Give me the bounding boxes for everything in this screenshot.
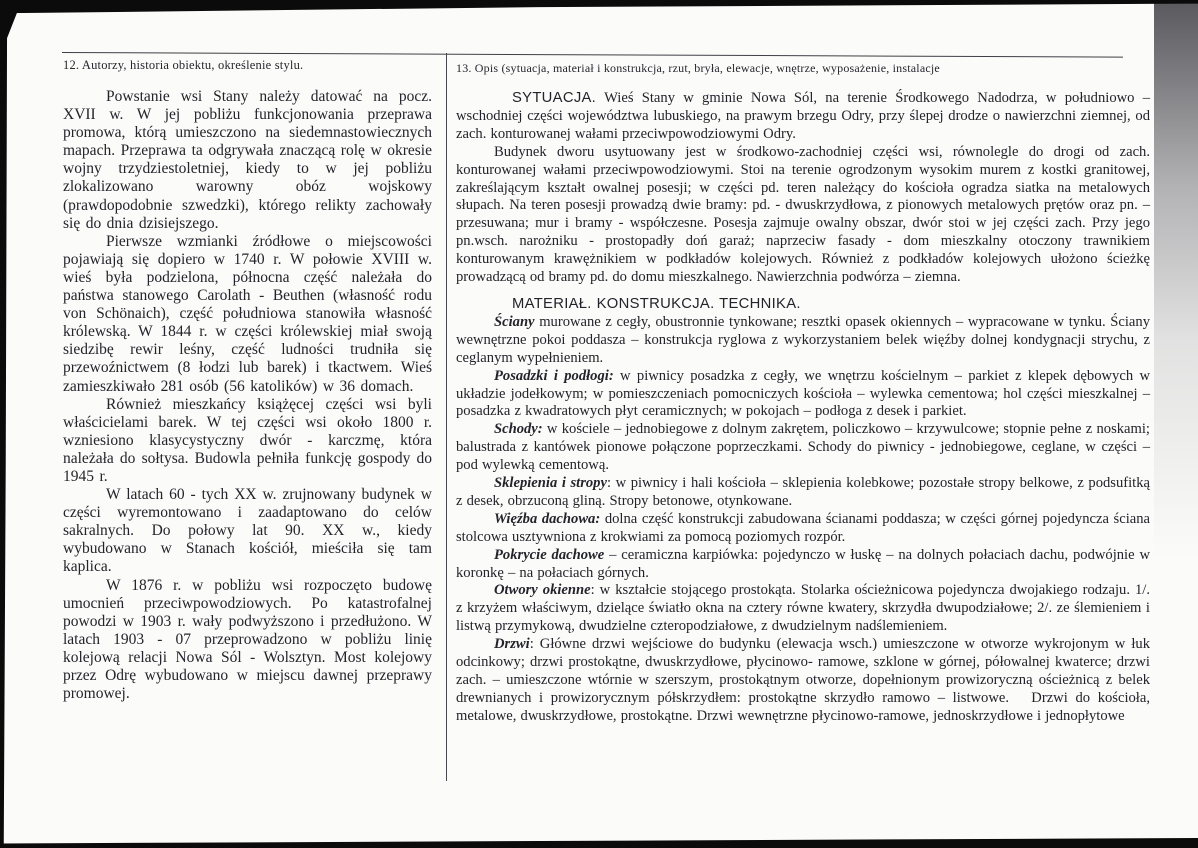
history-paragraph: W 1876 r. w pobliżu wsi rozpoczęto budowę umocnień przeciwpowodziowych. Po katastrofalnej powodzi w 1903 r. wały podwyższono i przedłużono. W latach 1903 - 07 przeprowadzono w pobliżu linię kolejową relacji Nowa Sól - Wolsztyn. Most kolejowy przez Odrę wybudowano w miejscu dawnej przeprawy promowej. [63,576,432,703]
paragraph-text: : w kształcie stojącego prostokąta. Stolarka ościeżnicowa pojedyncza dwojakiego rodzaju. 1/. z krzyżem właściwym, dzielące światło okna na cztery równe kwatery, skrzydła dwupodziałowe; 2/. ze ślemieniem i listwą przymykową, dwudzielne czteropodziałowe, z dwudzielnym nadślemieniem. [456,582,1150,635]
paragraph-text: Wieś Stany w gminie Nowa Sól, na terenie Środkowego Nadodrza, w południowo – wschodniej części województwa lubuskiego, na prawym brzegu Odry, przy ślepej drodze o nawierzchni ziemnej, od zach. konturowanej wałami przeciwpowodziowymi Odry. [456,90,1150,142]
section-12-column [63,58,432,703]
description-paragraph [456,636,1150,726]
term-posadzki: Posadzki i podłogi: [494,367,614,384]
description-paragraph [456,511,1150,547]
term-pokrycie: Pokrycie dachowe [494,546,605,563]
paragraph-text: dolna część konstrukcji zabudowana ścianami poddasza; w części górnej pojedyncza ściana stolcowa usztywniona z krokwiami za pomocą poziomych rozpór. [456,510,1151,545]
scan-border-top [0,0,1198,13]
paragraph-text: : Główne drzwi wejściowe do budynku (elewacja wsch.) umieszczone w otworze wykrojonym w łuk odcinkowy; drzwi prostokątne, dwuskrzydłowe, płycinowo- ramowe, szklone w górnej, półowalnej kwaterce; drzwi zach. – umieszczone wtórnie w szerszym, prostokątnym otworze, dopełnionym prowizoryczną ościeżnicą z belek drewnianych i prowizorycznym półskrzydłem: prostokątne skrzydło ramowo – listwowe. Drzwi do kościoła, metalowe, dwuskrzydłowe, prostokątne. Drzwi wewnętrzne płycinowo-ramowe, jednoskrzydłowe i jednopłytowe [456,636,1150,724]
paragraph-text: – ceramiczna karpiówka: pojedynczo w łuskę – na dolnych połaciach dachu, podwójnie w koronkę – na połaciach górnych. [456,546,1150,581]
description-text-block [456,90,1150,726]
scan-border-bottom [0,838,1198,848]
history-paragraph: W latach 60 - tych XX w. zrujnowany budynek w części wyremontowano i zaadaptowano do celów sakralnych. Do połowy lat 90. XX w., kiedy wybudowano w Stanach kościół, mieściła się tam kaplica. [63,486,432,576]
scan-shadow-right-edge [1154,0,1198,620]
history-paragraph: Powstanie wsi Stany należy datować na pocz. XVII w. W jej pobliżu funkcjonowania przeprawa promowa, którą umieszczono na siedemnastowiecznych mapach. Przeprawa ta odgrywała znaczącą rolę w okresie wojny trzydziestoletniej, kiedy to w jej pobliżu zlokalizowano warowny obóz wojskowy (prawdopodobnie szwedzki), którego relikty zachowały się do dnia dzisiejszego. [63,88,432,232]
field-12-label: 12. Autorzy, historia obiektu, określenie stylu. [63,58,304,72]
section-13-column [456,61,1150,726]
description-paragraph [456,314,1150,368]
term-drzwi: Drzwi [494,636,530,653]
paragraph-text: : w piwnicy i hali kościoła – sklepienia kolebkowe; pozostałe stropy belkowe, z podsufitką z desek, obrzuconą gliną. Stropy betonowe, otynkowane. [456,475,1151,509]
column-divider [446,53,447,781]
description-paragraph [456,368,1150,422]
history-text-block [63,88,432,703]
history-paragraph: Również mieszkańcy książęcej części wsi byli właścicielami barek. W tej części wsi około 1800 r. wzniesiono klasycystyczny dwór - karczmę, która należała do sołtysa. Budowla pełniła funkcję gospody do 1945 r. [63,395,432,485]
scan-border-left [0,0,22,848]
term-otwory: Otwory okienne [494,582,591,599]
description-paragraph [456,582,1150,636]
description-paragraph [456,475,1150,511]
field-13-label: 13. Opis (sytuacja, materiał i konstrukcja, rzut, bryła, elewacje, wnętrze, wyposażenie, instalacje [456,61,940,75]
section-heading-material [456,296,1150,314]
history-paragraph: Pierwsze wzmianki źródłowe o miejscowości pojawiają się dopiero w 1740 r. W połowie XVIII w. wieś była podzielona, północna część należała do państwa stanowego Carolath - Beuthen (własność rodu von Schönaich), część południowa stanowiła własność królewską. W 1844 r. w części królewskiej miał swoją siedzibę rewir leśny, część ludności trudniła się przewoźnictwem (8 łodzi lub barek) i tkactwem. Wieś zamieszkiwało 281 osób (56 katolików) w 36 domach. [63,232,432,395]
term-wiezba: Więźba dachowa: [494,510,601,527]
term-sciany: Ściany [494,313,535,330]
paragraph-text: murowane z cegły, obustronnie tynkowane; resztki opasek okiennych – wypracowane w tynku. Ściany wewnętrzne pokoi poddasza – konstrukcja ryglowa z wykorzystaniem belek więźby dolnej kondygnacji strychu, z ceglanym wypełnieniem. [456,313,1150,366]
description-paragraph [456,547,1150,583]
section-lead-sytuacja: SYTUACJA. [512,90,597,106]
description-paragraph [456,421,1150,475]
paragraph-text: Budynek dworu usytuowany jest w środkowo-zachodniej części wsi, równolegle do drogi od zach. konturowanej wałami przeciwpowodziowymi. Stoi na terenie ogrodzonym wysokim murem z kostki granitowej, zakreślającym kształt owalnej posesji; w części pd. teren należący do kościoła ogradza siatka na metalowych słupach. Na teren posesji prowadzą dwie bramy: pd. - dwuskrzydłowa, z pionowych metalowych prętów oraz pn. – przesuwana; mur i bramy - współczesne. Posesja zajmuje owalny obszar, dwór stoi w jej części zach. Przy jego pn.wsch. narożniku - prostopadły doń garaż; naprzeciw fasady - dom mieszkalny otoczony trawnikiem konturowanym krawężnikiem w podkładów kolejowych. Również z podkładów kolejowych ułożono ścieżkę prowadzącą od bramy pd. do domu mieszkalnego. Nawierzchnia podwórza – ziemna. [456,143,1150,286]
term-sklepienia: Sklepienia i stropy [494,475,607,492]
paragraph-text: w piwnicy posadzka z cegły, we wnętrzu kościelnym – parkiet z klepek dębowych w układzie jodełkowym; w pomieszczeniach pomocniczych kościoła – wylewka cementowa; hol części mieszkalnej – posadzka z kwadratowych płyt ceramicznych; w pokojach – podłoga z desek i parkiet. [456,367,1150,420]
term-schody: Schody: [494,421,543,438]
description-paragraph [456,144,1150,287]
paragraph-text: w kościele – jednobiegowe z dolnym zakrętem, policzkowo – krzywulcowe; stopnie pełne z noskami; balustrada z kantówek pionowe połączone poprzeczkami. Schody do piwnicy - jednobiegowe, ceglane, w części – pod wylewką cementową. [456,421,1150,474]
section-heading-text: MATERIAŁ. KONSTRUKCJA. TECHNIKA. [512,295,801,312]
header-rule [62,52,1123,58]
description-paragraph [456,90,1150,144]
